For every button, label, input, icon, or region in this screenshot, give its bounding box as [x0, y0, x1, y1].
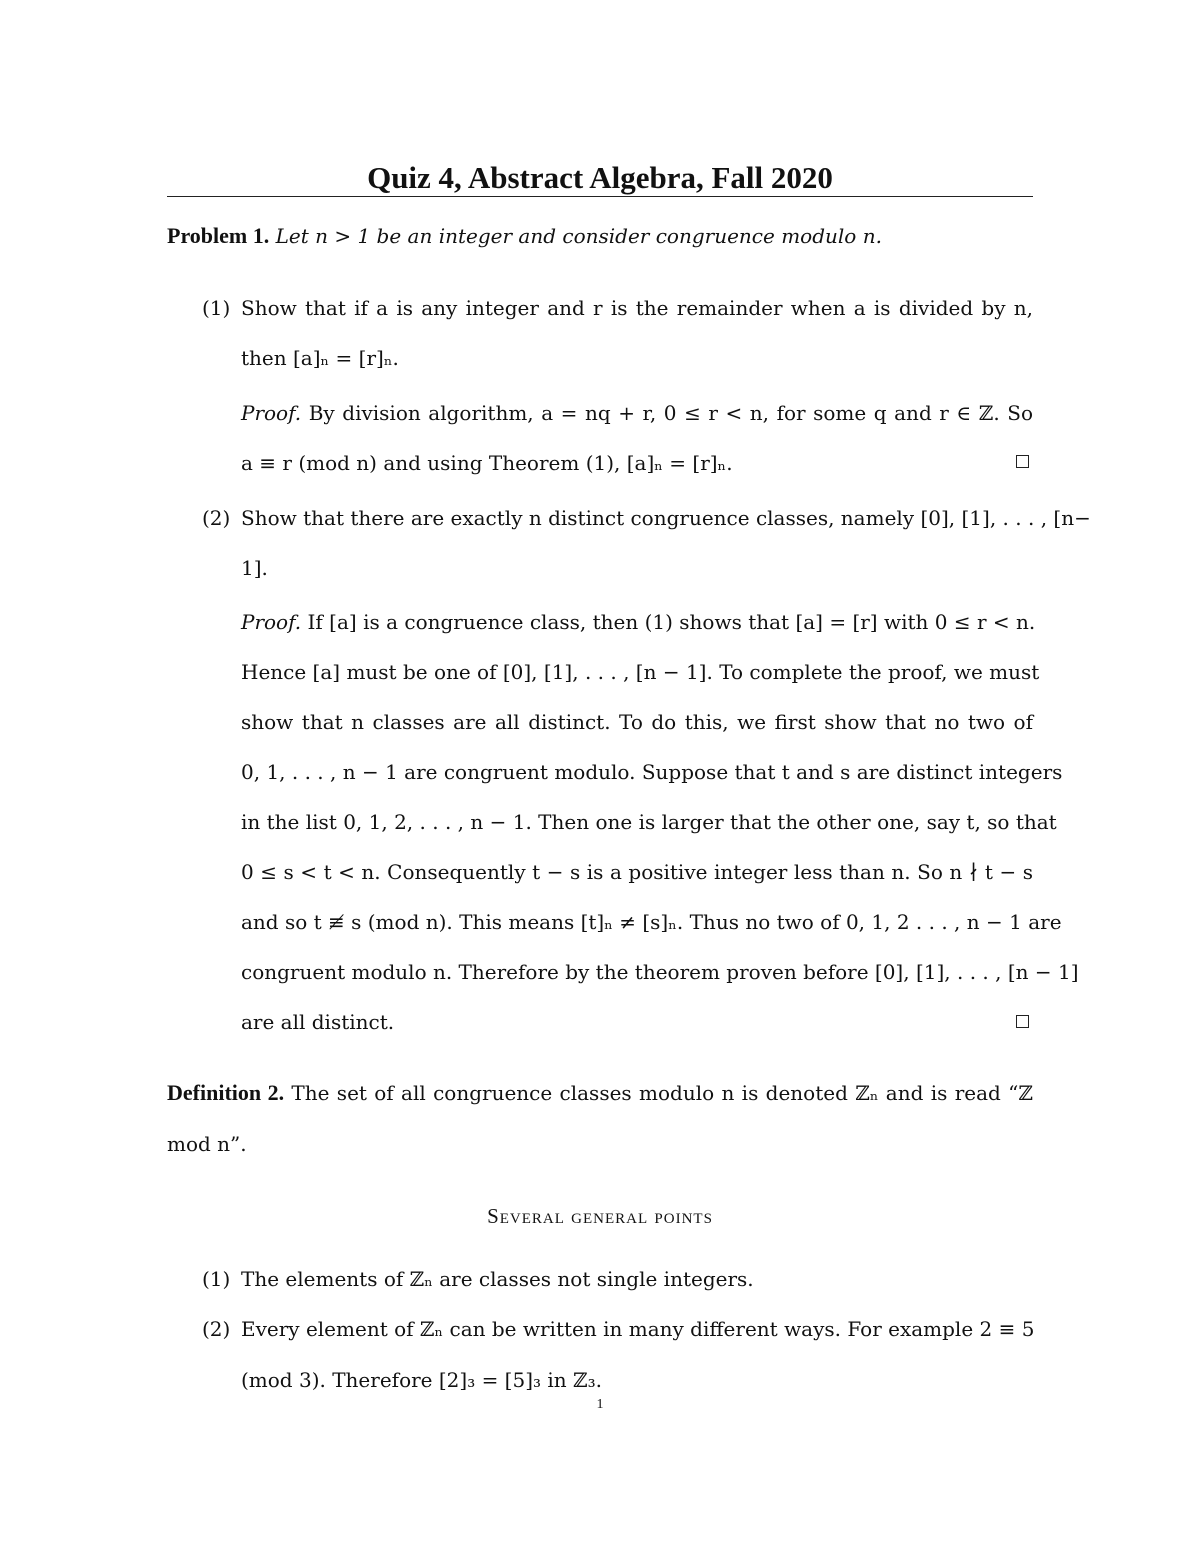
part-2-proof-line-5: in the list 0, 1, 2, . . . , n − 1. Then one is larger that the other one, say t, so that	[241, 810, 1057, 834]
section-heading: Several general points	[487, 1204, 713, 1228]
point-1-line-1: The elements of ℤₙ are classes not single integers.	[241, 1267, 754, 1291]
page-number: 1	[596, 1397, 604, 1412]
part-2-line-2: 1].	[241, 556, 268, 580]
proof-label: Proof.	[241, 401, 302, 425]
part-1-number: (1)	[202, 296, 231, 320]
part-2-proof-line-6: 0 ≤ s < t < n. Consequently t − s is a positive integer less than n. So n ∤ t − s	[241, 860, 1033, 884]
part-2-proof-line-7: and so t ≢ s (mod n). This means [t]ₙ ≠ [s]ₙ. Thus no two of 0, 1, 2 . . . , n − 1 are	[241, 910, 1062, 934]
point-1-number: (1)	[202, 1267, 231, 1291]
definition-2-line-1	[167, 1079, 1033, 1107]
definition-2-label: Definition 2.	[167, 1080, 285, 1105]
proof-text: If [a] is a congruence class, then (1) shows that [a] = [r] with 0 ≤ r < n.	[307, 610, 1036, 634]
point-2-number: (2)	[202, 1317, 231, 1341]
qed-box-icon	[1016, 455, 1029, 468]
part-1-line-1: Show that if a is any integer and r is the remainder when a is divided by n,	[241, 296, 1033, 320]
part-2-proof-line-9: are all distinct.	[241, 1010, 395, 1034]
part-2-line-1: Show that there are exactly n distinct congruence classes, namely [0], [1], . . . , [n−	[241, 506, 1091, 530]
part-2-proof-line-1	[241, 608, 1036, 636]
point-2-line-1: Every element of ℤₙ can be written in many different ways. For example 2 ≡ 5	[241, 1317, 1035, 1341]
problem-1-label: Problem 1.	[167, 223, 270, 248]
definition-2-text: The set of all congruence classes modulo n is denoted ℤₙ and is read “ℤ	[291, 1081, 1033, 1105]
part-1-proof-line-1	[241, 399, 1033, 427]
part-2-proof-line-4: 0, 1, . . . , n − 1 are congruent modulo. Suppose that t and s are distinct integers	[241, 760, 1063, 784]
document-title: Quiz 4, Abstract Algebra, Fall 2020	[367, 160, 833, 195]
part-2-number: (2)	[202, 506, 231, 530]
part-2-proof-line-8: congruent modulo n. Therefore by the theorem proven before [0], [1], . . . , [n − 1]	[241, 960, 1079, 984]
definition-2-line-2: mod n”.	[167, 1132, 247, 1156]
point-2-line-2: (mod 3). Therefore [2]₃ = [5]₃ in ℤ₃.	[241, 1368, 602, 1392]
problem-1-statement	[167, 222, 882, 250]
proof-label: Proof.	[241, 610, 302, 634]
title-rule	[167, 196, 1033, 197]
qed-box-icon	[1016, 1015, 1029, 1028]
part-1-line-2: then [a]ₙ = [r]ₙ.	[241, 346, 399, 370]
part-2-proof-line-2: Hence [a] must be one of [0], [1], . . . , [n − 1]. To complete the proof, we must	[241, 660, 1040, 684]
part-1-proof-line-2: a ≡ r (mod n) and using Theorem (1), [a]ₙ = [r]ₙ.	[241, 451, 733, 475]
part-2-proof-line-3: show that n classes are all distinct. To do this, we first show that no two of	[241, 710, 1033, 734]
proof-text: By division algorithm, a = nq + r, 0 ≤ r < n, for some q and r ∈ ℤ. So	[308, 401, 1034, 425]
problem-1-text: Let n > 1 be an integer and consider congruence modulo n.	[275, 224, 882, 248]
